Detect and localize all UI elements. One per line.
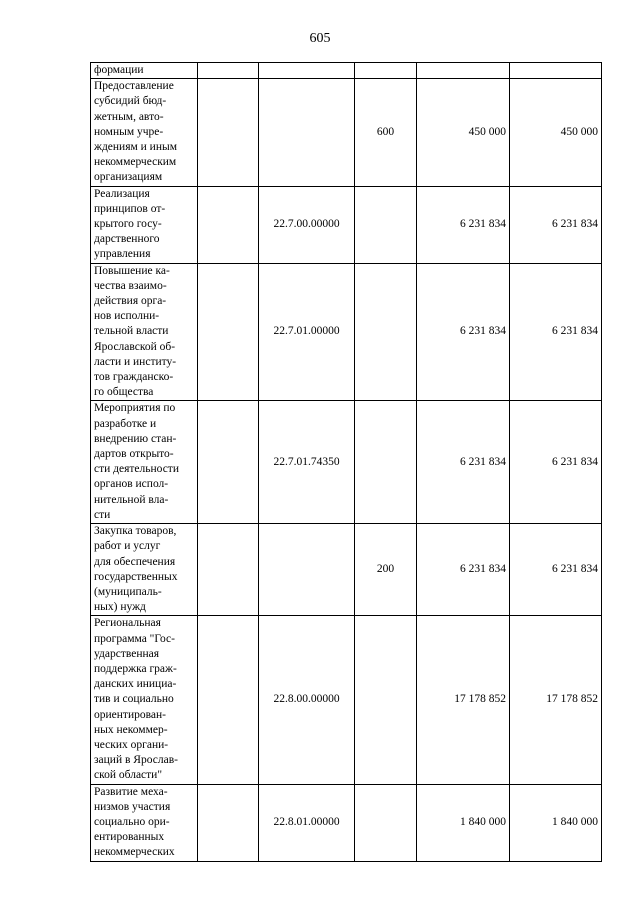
row-expense-type-cell — [355, 401, 417, 524]
row-empty-cell — [198, 79, 259, 186]
row-sum-2-cell: 6 231 834 — [510, 524, 602, 616]
row-name-cell: Региональная программа "Гос- ударственная поддержка граж- данских инициа- тив и социально ориентирован- ных некоммер- ческих органи- заций в Ярослав- ской области" — [91, 616, 198, 784]
table-row — [91, 784, 602, 861]
table-row — [91, 79, 602, 186]
table-row — [91, 401, 602, 524]
row-code-cell: 22.7.00.00000 — [259, 186, 355, 263]
row-sum-2-cell: 6 231 834 — [510, 263, 602, 401]
row-empty-cell — [198, 616, 259, 784]
row-empty-cell — [198, 186, 259, 263]
row-sum-1-cell: 17 178 852 — [417, 616, 510, 784]
row-expense-type-cell — [355, 63, 417, 79]
row-code-cell: 22.8.01.00000 — [259, 784, 355, 861]
table-row — [91, 263, 602, 401]
budget-table — [90, 62, 602, 862]
row-empty-cell — [198, 524, 259, 616]
row-code-cell: 22.7.01.00000 — [259, 263, 355, 401]
row-expense-type-cell: 600 — [355, 79, 417, 186]
table-row — [91, 524, 602, 616]
row-expense-type-cell — [355, 784, 417, 861]
row-sum-1-cell: 1 840 000 — [417, 784, 510, 861]
row-sum-1-cell: 6 231 834 — [417, 401, 510, 524]
row-name-cell: Мероприятия по разработке и внедрению стан- дартов открыто- сти деятельности органов испол- нительной вла- сти — [91, 401, 198, 524]
row-empty-cell — [198, 263, 259, 401]
row-empty-cell — [198, 401, 259, 524]
row-sum-2-cell: 1 840 000 — [510, 784, 602, 861]
row-sum-1-cell: 450 000 — [417, 79, 510, 186]
row-code-cell — [259, 79, 355, 186]
row-sum-1-cell: 6 231 834 — [417, 524, 510, 616]
row-code-cell: 22.8.00.00000 — [259, 616, 355, 784]
row-name-cell: Предоставление субсидий бюд- жетным, авто- номным учре- ждениям и иным некоммерческим организациям — [91, 79, 198, 186]
page-number: 605 — [309, 31, 331, 46]
row-empty-cell — [198, 784, 259, 861]
row-name-cell: Реализация принципов от- крытого госу- дарственного управления — [91, 186, 198, 263]
row-expense-type-cell — [355, 263, 417, 401]
table-row — [91, 616, 602, 784]
row-sum-1-cell — [417, 63, 510, 79]
row-sum-1-cell: 6 231 834 — [417, 186, 510, 263]
row-sum-2-cell: 450 000 — [510, 79, 602, 186]
table-row — [91, 63, 602, 79]
table-row — [91, 186, 602, 263]
row-sum-1-cell: 6 231 834 — [417, 263, 510, 401]
row-code-cell: 22.7.01.74350 — [259, 401, 355, 524]
row-code-cell — [259, 524, 355, 616]
row-name-cell: Развитие меха- низмов участия социально ори- ентированных некоммерческих — [91, 784, 198, 861]
row-expense-type-cell — [355, 616, 417, 784]
row-sum-2-cell: 6 231 834 — [510, 401, 602, 524]
row-name-cell: формации — [91, 63, 198, 79]
row-expense-type-cell: 200 — [355, 524, 417, 616]
row-name-cell: Повышение ка- чества взаимо- действия орга- нов исполни- тельной власти Ярославской об- ласти и институ- тов гражданско- го общества — [91, 263, 198, 401]
row-empty-cell — [198, 63, 259, 79]
row-name-cell: Закупка товаров, работ и услуг для обеспечения государственных (муниципаль- ных) нужд — [91, 524, 198, 616]
row-expense-type-cell — [355, 186, 417, 263]
row-code-cell — [259, 63, 355, 79]
budget-table-body — [91, 63, 602, 862]
row-sum-2-cell — [510, 63, 602, 79]
row-sum-2-cell: 6 231 834 — [510, 186, 602, 263]
row-sum-2-cell: 17 178 852 — [510, 616, 602, 784]
